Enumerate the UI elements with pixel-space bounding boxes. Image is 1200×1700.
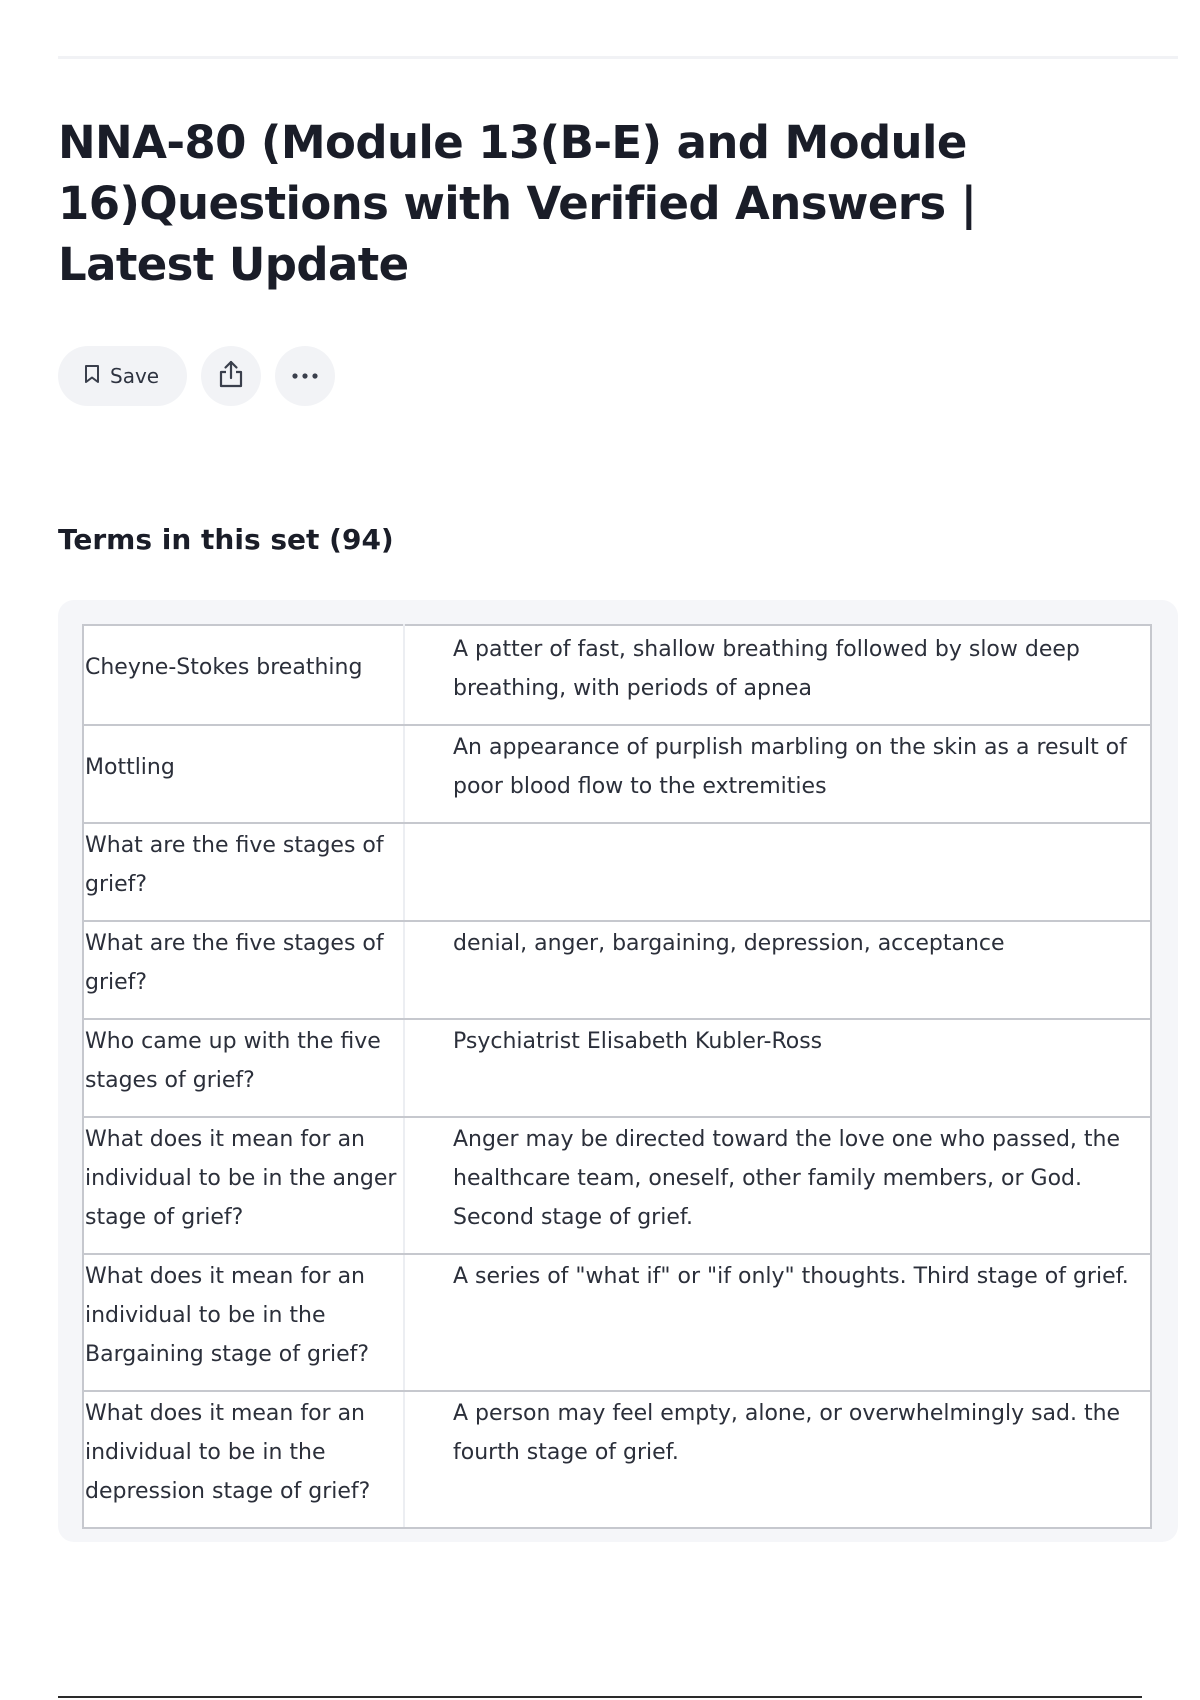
bookmark-icon: [84, 364, 100, 389]
term-cell: What are the five stages of grief?: [83, 921, 404, 1019]
definition-cell: A series of "what if" or "if only" thoughts. Third stage of grief.: [404, 1254, 1151, 1391]
table-row: [83, 1117, 1151, 1254]
term-cell: Cheyne-Stokes breathing: [83, 625, 404, 725]
term-cell: Mottling: [83, 725, 404, 823]
page-title: NNA-80 (Module 13(B-E) and Module 16)Questions with Verified Answers | Latest Update: [58, 116, 977, 291]
term-cell: What does it mean for an individual to be in the depression stage of grief?: [83, 1391, 404, 1528]
more-icon: [290, 367, 320, 385]
definition-cell: An appearance of purplish marbling on the skin as a result of poor blood flow to the extremities: [404, 725, 1151, 823]
definition-cell: Anger may be directed toward the love one who passed, the healthcare team, oneself, other family members, or God. Second stage of grief.: [404, 1117, 1151, 1254]
save-button[interactable]: [58, 346, 187, 406]
bottom-divider: [58, 1696, 1142, 1698]
definition-cell: Psychiatrist Elisabeth Kubler-Ross: [404, 1019, 1151, 1117]
table-row: [83, 823, 1151, 921]
action-bar: [58, 346, 335, 406]
terms-panel: [58, 600, 1178, 1542]
share-button[interactable]: [201, 346, 261, 406]
terms-heading: Terms in this set (94): [58, 523, 394, 556]
table-row: [83, 1019, 1151, 1117]
table-row: [83, 725, 1151, 823]
term-cell: Who came up with the five stages of grief?: [83, 1019, 404, 1117]
more-options-button[interactable]: [275, 346, 335, 406]
term-cell: What does it mean for an individual to be in the Bargaining stage of grief?: [83, 1254, 404, 1391]
definition-cell: denial, anger, bargaining, depression, acceptance: [404, 921, 1151, 1019]
top-divider: [58, 56, 1178, 59]
term-cell: What are the five stages of grief?: [83, 823, 404, 921]
save-label: Save: [110, 364, 160, 388]
terms-table: [82, 624, 1152, 1529]
table-row: [83, 921, 1151, 1019]
term-cell: What does it mean for an individual to be in the anger stage of grief?: [83, 1117, 404, 1254]
table-row: [83, 1391, 1151, 1528]
table-row: [83, 625, 1151, 725]
table-row: [83, 1254, 1151, 1391]
definition-cell: A person may feel empty, alone, or overwhelmingly sad. the fourth stage of grief.: [404, 1391, 1151, 1528]
share-icon: [217, 359, 245, 394]
definition-cell: A patter of fast, shallow breathing followed by slow deep breathing, with periods of apnea: [404, 625, 1151, 725]
definition-cell: [404, 823, 1151, 921]
